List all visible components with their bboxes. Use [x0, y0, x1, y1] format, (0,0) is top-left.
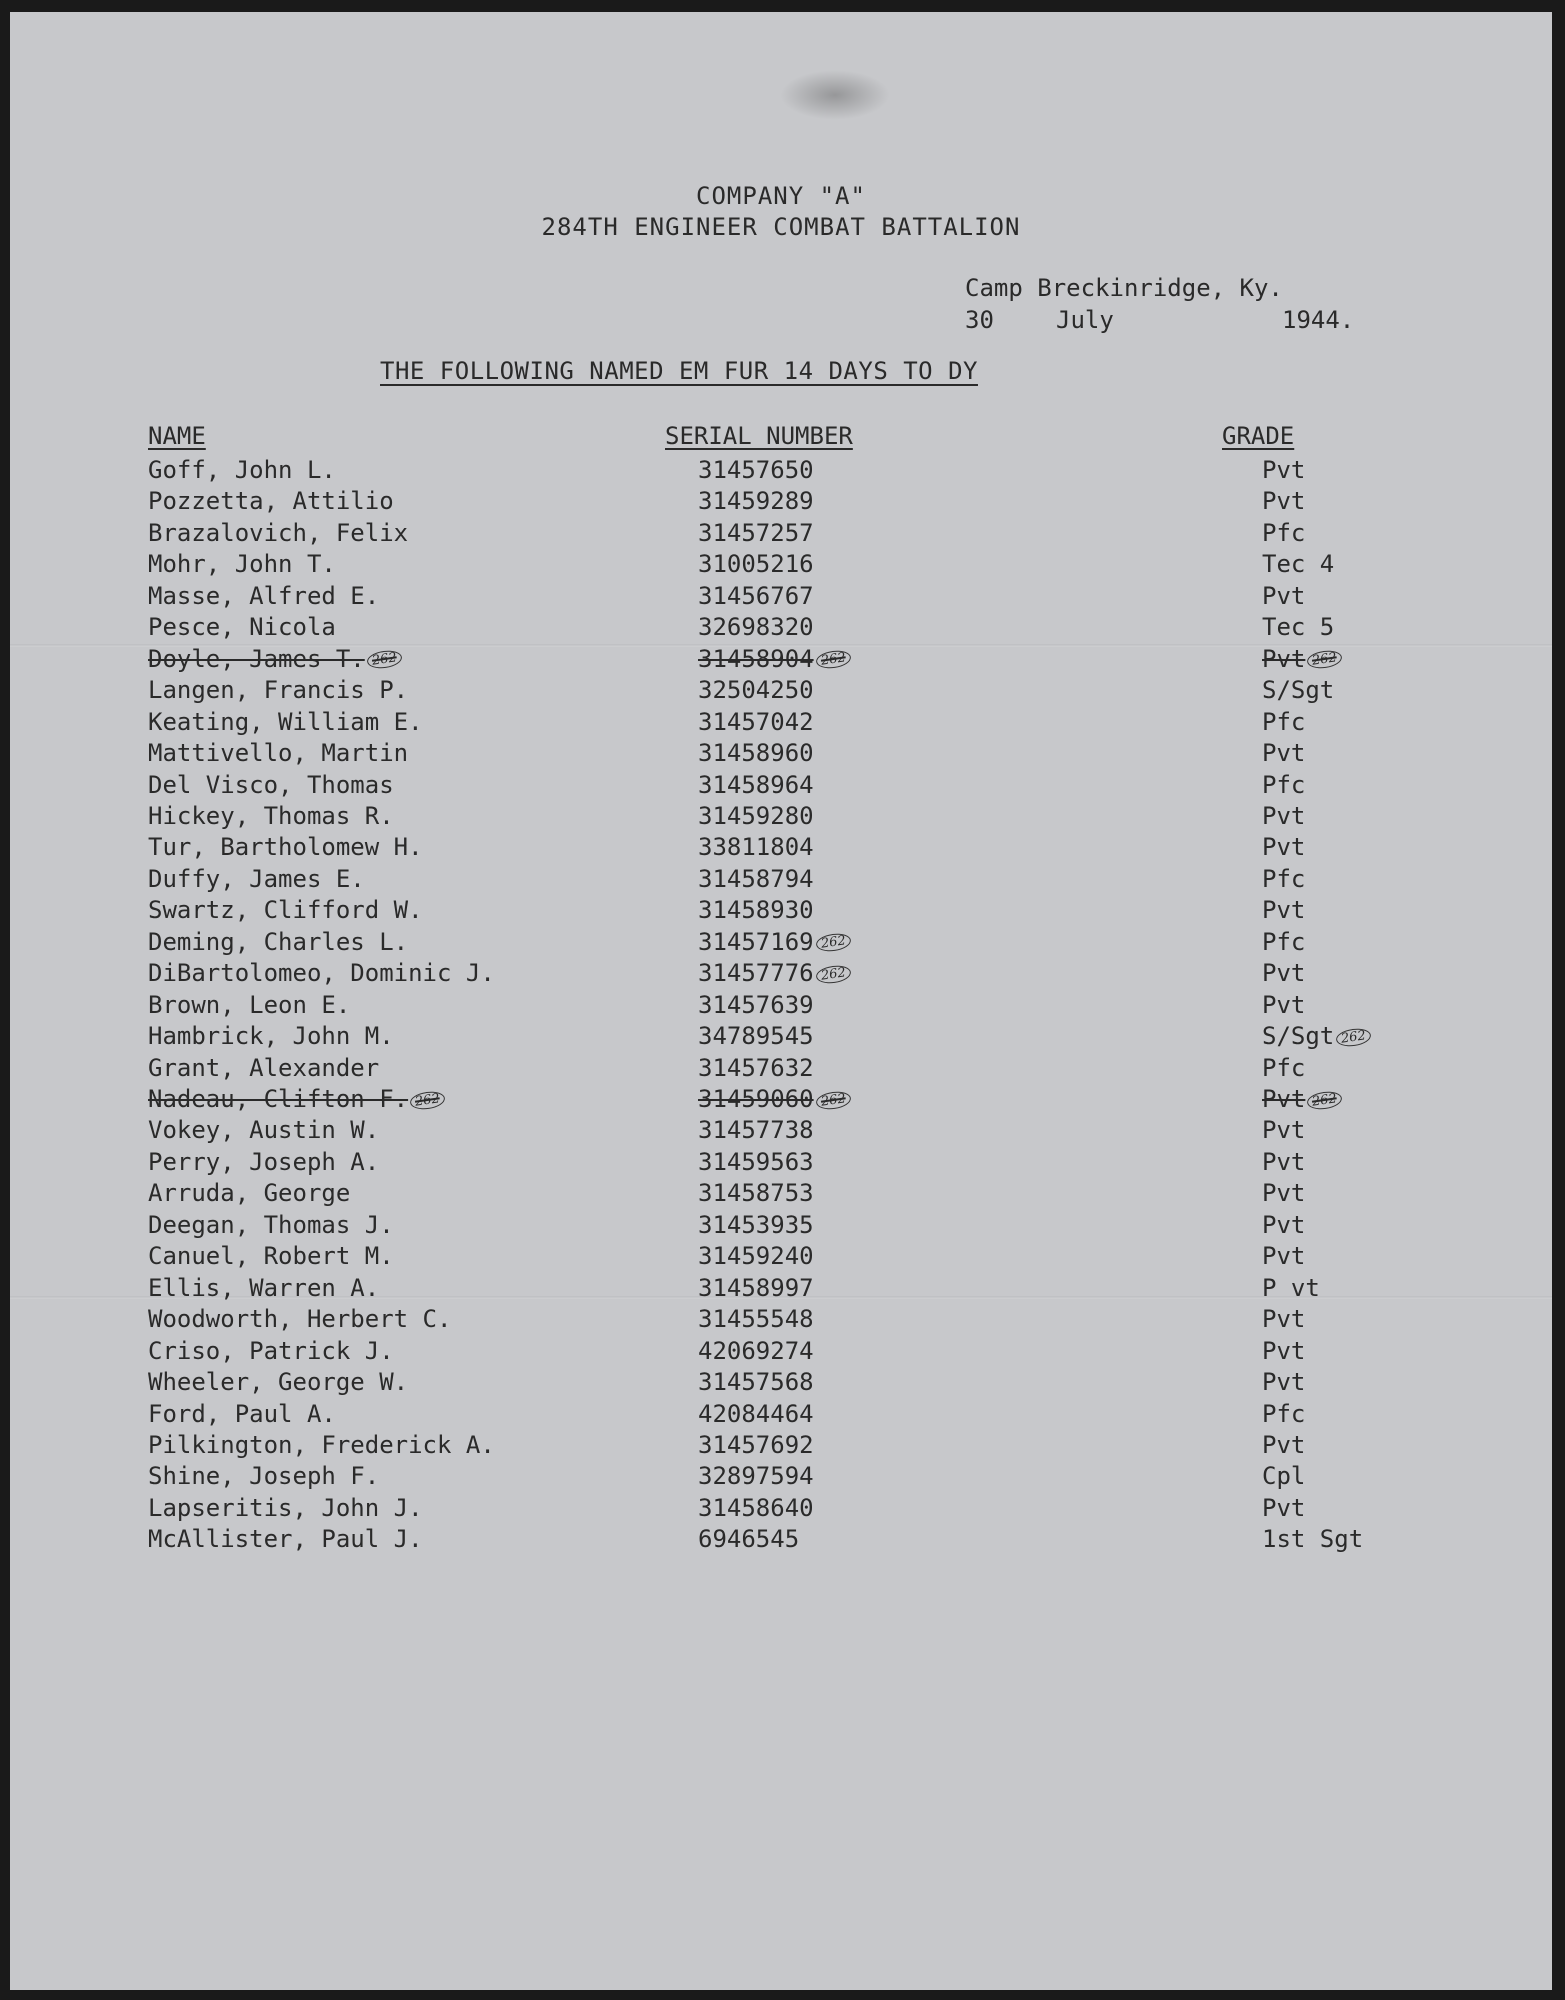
name-cell — [148, 550, 336, 578]
name-cell — [148, 991, 350, 1019]
name-cell — [148, 1400, 336, 1428]
serial-text: 31458964 — [698, 770, 814, 799]
serial-text: 31453935 — [698, 1210, 814, 1239]
grade-cell — [1262, 1368, 1305, 1396]
serial-text: 31457632 — [698, 1053, 814, 1082]
table-row — [10, 1400, 1552, 1431]
handwritten-mark: 262 — [815, 963, 852, 985]
serial-cell — [698, 487, 814, 515]
table-row — [10, 959, 1552, 990]
name-text: Ford, Paul A. — [148, 1399, 336, 1428]
serial-cell — [698, 645, 850, 673]
serial-text: 31458960 — [698, 739, 814, 768]
grade-text: Pvt — [1262, 644, 1306, 673]
grade-cell — [1262, 991, 1305, 1019]
serial-cell — [698, 865, 814, 893]
serial-text: 31459240 — [698, 1242, 814, 1271]
grade-cell — [1262, 1179, 1305, 1207]
column-header-grade: GRADE — [1222, 422, 1295, 450]
serial-text: 31458930 — [698, 896, 814, 925]
grade-cell — [1262, 1494, 1305, 1522]
name-cell — [148, 708, 423, 736]
table-row — [10, 1274, 1552, 1305]
grade-cell — [1262, 645, 1342, 673]
name-cell — [148, 645, 402, 673]
table-row — [10, 1337, 1552, 1368]
serial-text: 31455548 — [698, 1305, 814, 1334]
grade-text: Pfc — [1262, 770, 1306, 799]
name-cell — [148, 1525, 423, 1553]
serial-cell — [698, 1211, 814, 1239]
table-row — [10, 1305, 1552, 1336]
name-text: Doyle, James T. — [148, 644, 365, 673]
column-header-name: NAME — [148, 422, 206, 450]
handwritten-mark: 262 — [815, 649, 852, 671]
name-cell — [148, 959, 495, 987]
serial-cell — [698, 1116, 814, 1144]
serial-cell — [698, 1400, 814, 1428]
grade-cell — [1262, 456, 1305, 484]
serial-text: 31456767 — [698, 581, 814, 610]
table-row — [10, 833, 1552, 864]
serial-text: 31459289 — [698, 487, 814, 516]
date-month: July — [1056, 306, 1114, 334]
table-row — [10, 896, 1552, 927]
grade-text: Pvt — [1262, 1493, 1306, 1522]
serial-cell — [698, 708, 814, 736]
table-row — [10, 519, 1552, 550]
table-row — [10, 1179, 1552, 1210]
name-text: Keating, William E. — [148, 707, 423, 736]
grade-cell — [1262, 487, 1305, 515]
name-cell — [148, 1242, 394, 1270]
name-cell — [148, 1116, 379, 1144]
serial-cell — [698, 1431, 814, 1459]
name-cell — [148, 613, 336, 641]
name-cell — [148, 1148, 379, 1176]
name-cell — [148, 1022, 394, 1050]
grade-cell — [1262, 959, 1305, 987]
serial-text: 31458904 — [698, 644, 814, 673]
name-text: Langen, Francis P. — [148, 676, 409, 705]
battalion-heading: 284TH ENGINEER COMBAT BATTALION — [541, 213, 1021, 241]
name-text: Hambrick, John M. — [148, 1022, 394, 1051]
name-cell — [148, 676, 408, 704]
grade-cell — [1262, 1274, 1320, 1302]
name-text: Grant, Alexander — [148, 1053, 380, 1082]
serial-text: 31457257 — [698, 518, 814, 547]
table-row — [10, 865, 1552, 896]
name-text: McAllister, Paul J. — [148, 1525, 423, 1554]
grade-cell — [1262, 1116, 1305, 1144]
table-row — [10, 1085, 1552, 1116]
name-text: Canuel, Robert M. — [148, 1242, 394, 1271]
name-text: Duffy, James E. — [148, 864, 365, 893]
name-text: Mattivello, Martin — [148, 739, 409, 768]
serial-text: 31458794 — [698, 864, 814, 893]
serial-cell — [698, 802, 814, 830]
grade-text: Pvt — [1262, 1430, 1306, 1459]
serial-text: 6946545 — [698, 1525, 800, 1554]
grade-cell — [1262, 1305, 1305, 1333]
handwritten-mark: 262 — [1306, 649, 1343, 671]
table-row — [10, 1368, 1552, 1399]
name-text: Hickey, Thomas R. — [148, 801, 394, 830]
serial-text: 31457776 — [698, 959, 814, 988]
grade-cell — [1262, 1022, 1371, 1050]
serial-cell — [698, 550, 814, 578]
grade-text: Pvt — [1262, 959, 1306, 988]
grade-text: Pvt — [1262, 487, 1306, 516]
serial-cell — [698, 613, 814, 641]
handwritten-mark: 262 — [815, 1089, 852, 1111]
grade-text: Pvt — [1262, 1085, 1306, 1113]
name-cell — [148, 456, 336, 484]
serial-cell — [698, 1368, 814, 1396]
serial-text: 34789545 — [698, 1022, 814, 1051]
serial-text: 32504250 — [698, 676, 814, 705]
grade-text: Pvt — [1262, 896, 1306, 925]
serial-text: 31458997 — [698, 1273, 814, 1302]
grade-cell — [1262, 1054, 1305, 1082]
serial-text: 31458640 — [698, 1493, 814, 1522]
table-row — [10, 1525, 1552, 1556]
grade-cell — [1262, 1337, 1305, 1365]
serial-cell — [698, 833, 814, 861]
name-cell — [148, 1274, 379, 1302]
name-text: Masse, Alfred E. — [148, 581, 380, 610]
serial-cell — [698, 456, 814, 484]
name-text: Brazalovich, Felix — [148, 518, 409, 547]
table-row — [10, 1148, 1552, 1179]
serial-cell — [698, 1525, 799, 1553]
name-text: Woodworth, Herbert C. — [148, 1305, 452, 1334]
grade-text: Pfc — [1262, 864, 1306, 893]
grade-cell — [1262, 865, 1305, 893]
name-text: Brown, Leon E. — [148, 990, 351, 1019]
name-cell — [148, 802, 394, 830]
grade-text: Pvt — [1262, 990, 1306, 1019]
serial-text: 31457639 — [698, 990, 814, 1019]
serial-text: 31458753 — [698, 1179, 814, 1208]
grade-text: Tec 4 — [1262, 550, 1335, 579]
name-cell — [148, 582, 379, 610]
name-cell — [148, 1179, 350, 1207]
table-row — [10, 1494, 1552, 1525]
grade-cell — [1262, 1525, 1363, 1553]
grade-cell — [1262, 1148, 1305, 1176]
serial-text: 31457568 — [698, 1368, 814, 1397]
name-cell — [148, 1431, 495, 1459]
serial-cell — [698, 1022, 814, 1050]
serial-cell — [698, 1179, 814, 1207]
grade-text: Pvt — [1262, 1116, 1306, 1145]
name-cell — [148, 1462, 379, 1490]
column-header-serial: SERIAL NUMBER — [665, 422, 853, 450]
name-text: Goff, John L. — [148, 456, 336, 484]
grade-text: Pvt — [1262, 1242, 1306, 1271]
name-cell — [148, 833, 423, 861]
name-cell — [148, 896, 423, 924]
table-row — [10, 802, 1552, 833]
table-row — [10, 676, 1552, 707]
serial-text: 42069274 — [698, 1336, 814, 1365]
document-page — [10, 12, 1552, 1990]
serial-text: 33811804 — [698, 833, 814, 862]
name-text: Perry, Joseph A. — [148, 1147, 380, 1176]
grade-text: S/Sgt — [1262, 676, 1335, 705]
grade-cell — [1262, 1462, 1305, 1490]
serial-cell — [698, 519, 814, 547]
grade-text: Pvt — [1262, 456, 1306, 484]
name-text: Shine, Joseph F. — [148, 1462, 380, 1491]
grade-text: Pvt — [1262, 1179, 1306, 1208]
serial-text: 32698320 — [698, 613, 814, 642]
handwritten-mark: 262 — [1335, 1026, 1372, 1048]
name-cell — [148, 771, 394, 799]
serial-cell — [698, 1085, 850, 1113]
grade-cell — [1262, 613, 1334, 641]
table-row — [10, 1242, 1552, 1273]
handwritten-mark: 262 — [409, 1089, 446, 1111]
table-row — [10, 1116, 1552, 1147]
grade-text: Pvt — [1262, 801, 1306, 830]
serial-cell — [698, 1242, 814, 1270]
name-text: Arruda, George — [148, 1179, 351, 1208]
table-row — [10, 739, 1552, 770]
name-cell — [148, 1337, 394, 1365]
table-row — [10, 1462, 1552, 1493]
name-text: Wheeler, George W. — [148, 1368, 409, 1397]
name-text: Del Visco, Thomas — [148, 770, 394, 799]
serial-cell — [698, 771, 814, 799]
handwritten-mark: 262 — [815, 932, 852, 954]
grade-text: Pvt — [1262, 1368, 1306, 1397]
name-cell — [148, 519, 408, 547]
grade-text: Pfc — [1262, 518, 1306, 547]
serial-cell — [698, 1148, 814, 1176]
handwritten-mark: 262 — [1306, 1089, 1343, 1111]
serial-cell — [698, 739, 814, 767]
serial-cell — [698, 1494, 814, 1522]
serial-cell — [698, 928, 850, 956]
grade-text: Cpl — [1262, 1462, 1306, 1491]
serial-cell — [698, 1337, 814, 1365]
serial-text: 31005216 — [698, 550, 814, 579]
grade-text: Pvt — [1262, 1210, 1306, 1239]
handwritten-mark: 262 — [366, 649, 403, 671]
company-heading: COMPANY "A" — [696, 182, 866, 210]
grade-cell — [1262, 1085, 1342, 1113]
serial-text: 42084464 — [698, 1399, 814, 1428]
grade-text: Pfc — [1262, 1399, 1306, 1428]
grade-text: P vt — [1262, 1273, 1320, 1302]
name-text: Pesce, Nicola — [148, 613, 336, 642]
grade-cell — [1262, 896, 1305, 924]
name-text: Deegan, Thomas J. — [148, 1210, 394, 1239]
table-row — [10, 991, 1552, 1022]
name-text: Pozzetta, Attilio — [148, 487, 394, 516]
serial-text: 31457738 — [698, 1116, 814, 1145]
serial-text: 32897594 — [698, 1462, 814, 1491]
subject-line: THE FOLLOWING NAMED EM FUR 14 DAYS TO DY — [380, 357, 978, 385]
grade-text: Pfc — [1262, 927, 1306, 956]
name-text: Ellis, Warren A. — [148, 1273, 380, 1302]
serial-cell — [698, 1274, 814, 1302]
date-year: 1944. — [1282, 306, 1355, 334]
grade-text: S/Sgt — [1262, 1022, 1335, 1051]
table-row — [10, 582, 1552, 613]
serial-text: 31457650 — [698, 456, 814, 484]
name-text: Tur, Bartholomew H. — [148, 833, 423, 862]
grade-text: Pvt — [1262, 1336, 1306, 1365]
serial-text: 31457692 — [698, 1430, 814, 1459]
grade-text: Tec 5 — [1262, 613, 1335, 642]
name-cell — [148, 865, 365, 893]
name-cell — [148, 487, 394, 515]
name-cell — [148, 1085, 445, 1113]
name-cell — [148, 1494, 423, 1522]
grade-text: Pvt — [1262, 1305, 1306, 1334]
grade-text: 1st Sgt — [1262, 1525, 1364, 1554]
table-row — [10, 550, 1552, 581]
name-cell — [148, 1368, 408, 1396]
name-text: DiBartolomeo, Dominic J. — [148, 959, 495, 988]
date-day: 30 — [965, 306, 994, 334]
table-row — [10, 487, 1552, 518]
table-row — [10, 928, 1552, 959]
name-cell — [148, 1211, 394, 1239]
grade-cell — [1262, 519, 1305, 547]
ink-smudge — [780, 70, 890, 120]
grade-text: Pvt — [1262, 739, 1306, 768]
serial-cell — [698, 1054, 814, 1082]
grade-text: Pvt — [1262, 581, 1306, 610]
serial-cell — [698, 959, 850, 987]
name-text: Pilkington, Frederick A. — [148, 1430, 495, 1459]
name-cell — [148, 928, 408, 956]
grade-text: Pvt — [1262, 1147, 1306, 1176]
name-cell — [148, 739, 408, 767]
table-row — [10, 1022, 1552, 1053]
name-text: Vokey, Austin W. — [148, 1116, 380, 1145]
grade-cell — [1262, 1242, 1305, 1270]
grade-text: Pfc — [1262, 707, 1306, 736]
table-row — [10, 1431, 1552, 1462]
serial-cell — [698, 676, 814, 704]
serial-cell — [698, 1305, 814, 1333]
grade-cell — [1262, 739, 1305, 767]
serial-cell — [698, 896, 814, 924]
table-row — [10, 645, 1552, 676]
table-row — [10, 1054, 1552, 1085]
grade-text: Pvt — [1262, 833, 1306, 862]
grade-cell — [1262, 771, 1305, 799]
name-cell — [148, 1305, 451, 1333]
grade-cell — [1262, 550, 1334, 578]
serial-cell — [698, 991, 814, 1019]
serial-text: 31459280 — [698, 801, 814, 830]
name-cell — [148, 1054, 379, 1082]
table-row — [10, 613, 1552, 644]
grade-cell — [1262, 1211, 1305, 1239]
location: Camp Breckinridge, Ky. — [965, 274, 1283, 302]
grade-cell — [1262, 1431, 1305, 1459]
grade-cell — [1262, 833, 1305, 861]
table-row — [10, 1211, 1552, 1242]
grade-cell — [1262, 928, 1305, 956]
serial-cell — [698, 582, 814, 610]
serial-text: 31459563 — [698, 1147, 814, 1176]
grade-text: Pfc — [1262, 1053, 1306, 1082]
name-text: Deming, Charles L. — [148, 927, 409, 956]
name-text: Lapseritis, John J. — [148, 1493, 423, 1522]
grade-cell — [1262, 676, 1334, 704]
grade-cell — [1262, 582, 1305, 610]
grade-cell — [1262, 802, 1305, 830]
table-row — [10, 708, 1552, 739]
name-text: Swartz, Clifford W. — [148, 896, 423, 925]
name-text: Criso, Patrick J. — [148, 1336, 394, 1365]
name-text: Mohr, John T. — [148, 550, 336, 579]
grade-cell — [1262, 1400, 1305, 1428]
name-text: Nadeau, Clifton F. — [148, 1085, 409, 1113]
grade-cell — [1262, 708, 1305, 736]
table-row — [10, 456, 1552, 487]
table-row — [10, 771, 1552, 802]
serial-text: 31457169 — [698, 927, 814, 956]
serial-text: 31459060 — [698, 1085, 814, 1113]
serial-text: 31457042 — [698, 707, 814, 736]
serial-cell — [698, 1462, 814, 1490]
